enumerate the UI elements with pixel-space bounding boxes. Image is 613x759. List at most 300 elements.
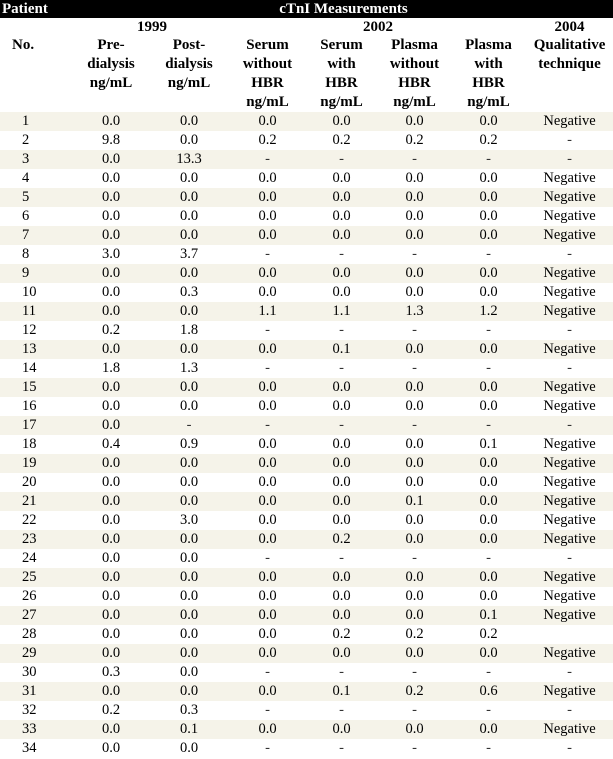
patient-number-cell: 34 [22, 740, 37, 756]
table-cell: 0.4 [101, 436, 121, 452]
table-cell: 1.8 [101, 360, 121, 376]
table-row [0, 112, 613, 131]
table-cell: 0.0 [179, 626, 199, 642]
table-cell: 0.0 [101, 170, 121, 186]
table-cell: Negative [526, 264, 613, 283]
table-row [0, 625, 613, 644]
table-cell: 0.0 [451, 568, 526, 587]
table-cell: 0.0 [479, 208, 498, 224]
table-cell: 0.3 [179, 284, 199, 300]
table-row [0, 359, 613, 378]
table-cell: 0.0 [230, 530, 305, 549]
column-header-line: Serum [320, 37, 363, 53]
table-cell: 0.0 [479, 474, 498, 490]
table-row [0, 549, 613, 568]
table-cell: - [305, 150, 378, 169]
table-cell: 0.0 [405, 170, 424, 186]
table-cell: 0.0 [332, 436, 351, 452]
table-cell: 0.0 [405, 398, 424, 414]
patient-number-cell: 3 [0, 150, 74, 169]
table-cell: - [567, 322, 572, 338]
table-cell: 3.7 [179, 246, 199, 262]
table-cell: 0.0 [179, 170, 199, 186]
table-cell: - [265, 322, 270, 338]
table-cell: - [412, 246, 417, 262]
column-header-line: No. [12, 37, 35, 53]
patient-number-cell: 32 [22, 702, 37, 718]
column-header-line: ng/mL [393, 94, 436, 110]
table-cell: 0.1 [305, 340, 378, 359]
table-cell: - [339, 664, 344, 680]
table-cell: Negative [543, 284, 596, 300]
table-row [0, 169, 613, 188]
table-cell: 3.0 [101, 246, 121, 262]
table-row [0, 454, 613, 473]
patient-number-cell: 23 [0, 530, 74, 549]
table-cell: 0.0 [179, 132, 199, 148]
column-header-line: dialysis [87, 56, 135, 72]
table-cell: 1.8 [179, 322, 199, 338]
table-cell: 0.0 [74, 644, 148, 663]
table-cell: 0.0 [378, 606, 451, 625]
table-cell: 0.0 [148, 226, 230, 245]
table-cell: - [567, 132, 572, 148]
table-cell: 0.0 [148, 606, 230, 625]
patient-number-cell: 19 [0, 454, 74, 473]
table-cell: 0.0 [258, 208, 277, 224]
table-cell: 0.0 [230, 378, 305, 397]
patient-number-cell: 22 [22, 512, 37, 528]
table-cell: - [412, 360, 417, 376]
table-cell: Negative [526, 226, 613, 245]
year-1999: 1999 [137, 19, 167, 35]
table-cell: 0.1 [479, 436, 498, 452]
table-cell: 0.0 [378, 454, 451, 473]
patient-number-cell: 25 [0, 568, 74, 587]
table-row [0, 302, 613, 321]
table-cell: 0.0 [479, 170, 498, 186]
table-cell: 0.0 [332, 398, 351, 414]
table-cell: 0.0 [332, 588, 351, 604]
table-cell: 0.0 [148, 112, 230, 131]
table-cell: 0.0 [305, 720, 378, 739]
patient-number-cell: 14 [22, 360, 37, 376]
patient-number-cell: 20 [22, 474, 37, 490]
column-header-line: Serum [246, 37, 289, 53]
column-header-line: without [389, 56, 440, 72]
table-cell: 0.0 [258, 436, 277, 452]
table-cell: 0.0 [451, 188, 526, 207]
table-row [0, 397, 613, 416]
patient-number-cell: 30 [22, 664, 37, 680]
column-header-line: ng/mL [246, 94, 289, 110]
table-cell: 0.0 [101, 512, 121, 528]
table-row [0, 473, 613, 492]
table-cell: 0.0 [74, 340, 148, 359]
table-cell: 0.6 [451, 682, 526, 701]
table-cell: - [339, 322, 344, 338]
patient-number-cell: 8 [22, 246, 30, 262]
column-header-line: HBR [325, 75, 358, 91]
table-cell: 0.0 [148, 378, 230, 397]
patient-number-cell: 28 [22, 626, 37, 642]
table-row [0, 530, 613, 549]
table-cell: 0.0 [179, 474, 199, 490]
table-row [0, 416, 613, 435]
table-cell: - [567, 664, 572, 680]
column-header-plasma_wo [378, 36, 451, 112]
table-cell: 0.0 [305, 264, 378, 283]
table-cell: 0.0 [74, 188, 148, 207]
table-cell: 0.0 [305, 226, 378, 245]
table-cell: 0.0 [230, 682, 305, 701]
table-cell: Negative [526, 302, 613, 321]
table-cell: 0.2 [479, 626, 498, 642]
table-cell: 0.0 [378, 112, 451, 131]
table-cell: - [265, 664, 270, 680]
table-cell: 0.0 [305, 568, 378, 587]
table-cell: 0.0 [451, 340, 526, 359]
table-cell: - [265, 702, 270, 718]
table-cell: 0.0 [258, 474, 277, 490]
table-cell: 0.0 [258, 626, 277, 642]
table-cell: 0.0 [74, 492, 148, 511]
table-cell: 0.0 [305, 454, 378, 473]
patient-number-cell: 7 [0, 226, 74, 245]
table-cell: 0.0 [258, 170, 277, 186]
table-row [0, 264, 613, 283]
table-cell: - [265, 360, 270, 376]
table-cell: 0.0 [405, 512, 424, 528]
table-cell: 0.0 [405, 284, 424, 300]
table-cell: - [486, 702, 491, 718]
table-cell: 0.0 [148, 454, 230, 473]
column-header-line: ng/mL [89, 75, 133, 91]
table-cell: 0.0 [148, 530, 230, 549]
table-row [0, 720, 613, 739]
table-cell: - [451, 416, 526, 435]
table-cell: - [339, 360, 344, 376]
table-cell: 0.0 [101, 284, 121, 300]
column-header-line: Qualitative [533, 37, 606, 53]
table-cell: - [378, 416, 451, 435]
table-cell: 0.0 [230, 188, 305, 207]
table-cell: Negative [543, 398, 596, 414]
table-cell: 0.0 [378, 720, 451, 739]
table-cell: 0.0 [74, 226, 148, 245]
table-row [0, 283, 613, 302]
table-cell: 0.0 [74, 150, 148, 169]
table-cell: - [148, 416, 230, 435]
patient-number-cell: 10 [22, 284, 37, 300]
table-cell: 0.0 [230, 644, 305, 663]
table-cell: 0.0 [148, 302, 230, 321]
table-cell: - [486, 360, 491, 376]
table-cell: 1.1 [305, 302, 378, 321]
table-cell: 0.0 [179, 740, 199, 756]
table-cell: - [230, 150, 305, 169]
patient-number-cell: 15 [0, 378, 74, 397]
patient-number-cell: 16 [22, 398, 37, 414]
table-cell: 1.3 [179, 360, 199, 376]
table-cell: 0.0 [230, 492, 305, 511]
table-cell: 0.0 [148, 568, 230, 587]
patient-number-cell: 1 [0, 112, 74, 131]
column-header-serum_wo [230, 36, 305, 112]
table-cell: - [412, 740, 417, 756]
table-row [0, 435, 613, 454]
table-cell: 0.0 [405, 474, 424, 490]
table-cell: 0.0 [74, 568, 148, 587]
table-cell: 0.0 [305, 378, 378, 397]
table-cell: 0.2 [101, 322, 121, 338]
patient-label: Patient [0, 0, 74, 18]
column-header-line: ng/mL [167, 75, 211, 91]
table-cell: - [412, 550, 417, 566]
table-row [0, 644, 613, 663]
table-cell: 0.0 [179, 550, 199, 566]
table-cell: - [526, 150, 613, 169]
table-cell: - [378, 150, 451, 169]
table-row [0, 245, 613, 264]
table-cell: 0.0 [378, 644, 451, 663]
patient-number-cell: 17 [0, 416, 74, 435]
table-cell: 1.3 [378, 302, 451, 321]
column-header-line: dialysis [165, 56, 213, 72]
column-header-line: without [242, 56, 293, 72]
patient-number-cell: 11 [0, 302, 74, 321]
table-cell: 0.0 [479, 398, 498, 414]
table-cell: 0.0 [479, 588, 498, 604]
table-cell: 0.0 [451, 378, 526, 397]
table-cell: 0.0 [378, 226, 451, 245]
patient-number-cell: 26 [22, 588, 37, 604]
table-cell: 0.0 [74, 378, 148, 397]
column-header-pre [74, 36, 148, 112]
table-cell: 0.0 [451, 720, 526, 739]
table-row [0, 739, 613, 758]
column-header-post [148, 36, 230, 112]
table-cell: 0.0 [74, 530, 148, 549]
table-cell: - [339, 550, 344, 566]
table-cell: - [486, 550, 491, 566]
table-cell: - [265, 550, 270, 566]
table-cell: 0.0 [378, 340, 451, 359]
table-cell: 0.0 [148, 264, 230, 283]
table-cell: 0.0 [451, 454, 526, 473]
table-cell: 0.0 [148, 492, 230, 511]
table-cell: 1.1 [230, 302, 305, 321]
table-cell: 0.0 [451, 644, 526, 663]
table-cell: 0.0 [179, 664, 199, 680]
column-header-line: Post- [172, 37, 206, 53]
table-cell: Negative [543, 512, 596, 528]
table-cell: 0.0 [378, 264, 451, 283]
table-row [0, 340, 613, 359]
column-header-line: HBR [472, 75, 505, 91]
table-cell: Negative [526, 644, 613, 663]
table-cell: 0.0 [258, 588, 277, 604]
table-cell: 0.0 [74, 112, 148, 131]
table-cell: 0.0 [378, 530, 451, 549]
table-cell: Negative [526, 378, 613, 397]
table-cell: 0.0 [74, 302, 148, 321]
table-cell: 0.0 [230, 226, 305, 245]
table-row [0, 188, 613, 207]
table-cell: - [567, 360, 572, 376]
table-cell: 0.0 [405, 208, 424, 224]
table-cell: 0.0 [148, 644, 230, 663]
patient-number-cell: 29 [0, 644, 74, 663]
table-title: cTnI Measurements [74, 0, 613, 18]
column-header-line: ng/mL [467, 94, 510, 110]
table-cell: - [230, 416, 305, 435]
table-cell: 0.0 [230, 264, 305, 283]
table-cell: Negative [526, 188, 613, 207]
patient-number-cell: 2 [22, 132, 30, 148]
table-row [0, 226, 613, 245]
column-header-line: with [474, 56, 503, 72]
title-band [0, 0, 613, 18]
table-cell: 0.0 [230, 340, 305, 359]
column-header-row [0, 36, 613, 112]
table-cell: 0.2 [479, 132, 498, 148]
table-cell: 1.2 [451, 302, 526, 321]
table-cell: Negative [526, 454, 613, 473]
table-cell: 0.2 [258, 132, 277, 148]
table-cell: - [486, 664, 491, 680]
table-cell: - [412, 664, 417, 680]
column-header-line: technique [538, 56, 601, 72]
table-cell: - [412, 322, 417, 338]
column-header-line: HBR [251, 75, 284, 91]
table-cell: 0.2 [378, 682, 451, 701]
patient-number-cell: 4 [22, 170, 30, 186]
table-cell: Negative [526, 720, 613, 739]
table-cell: 0.0 [101, 550, 121, 566]
patient-number-cell: 6 [22, 208, 30, 224]
table-cell: Negative [543, 436, 596, 452]
table-cell: - [265, 740, 270, 756]
table-cell: - [567, 550, 572, 566]
table-cell: 0.0 [230, 606, 305, 625]
table-cell: - [339, 740, 344, 756]
table-cell: 0.0 [305, 492, 378, 511]
table-row [0, 682, 613, 701]
table-row [0, 207, 613, 226]
table-cell: 0.0 [305, 644, 378, 663]
column-header-line: Plasma [465, 37, 512, 53]
table-cell: 0.0 [101, 398, 121, 414]
column-header-line: ng/mL [320, 94, 363, 110]
table-cell: - [265, 246, 270, 262]
table-cell: 0.0 [74, 416, 148, 435]
table-cell: - [339, 246, 344, 262]
table-cell: 0.0 [230, 454, 305, 473]
patient-number-cell: 13 [0, 340, 74, 359]
patient-number-cell: 9 [0, 264, 74, 283]
table-cell: - [339, 702, 344, 718]
column-header-no [0, 36, 74, 112]
table-row [0, 587, 613, 606]
table-cell: 0.0 [405, 436, 424, 452]
table-cell: Negative [526, 606, 613, 625]
table-cell: 0.0 [451, 492, 526, 511]
table-row [0, 701, 613, 720]
table-cell: - [412, 702, 417, 718]
column-header-line: with [327, 56, 356, 72]
table-cell: 0.0 [230, 720, 305, 739]
table-cell: 0.0 [332, 170, 351, 186]
table-cell: 0.0 [378, 568, 451, 587]
table-cell: 0.0 [378, 378, 451, 397]
table-row [0, 131, 613, 150]
table-cell: - [486, 246, 491, 262]
table-cell: - [526, 416, 613, 435]
patient-number-cell: 33 [0, 720, 74, 739]
table-cell: 0.0 [101, 626, 121, 642]
table-cell: 0.0 [258, 398, 277, 414]
table-cell: 0.3 [101, 664, 121, 680]
column-header-qual [526, 36, 613, 112]
table-cell: 0.2 [405, 626, 424, 642]
year-2004: 2004 [554, 19, 585, 35]
table-cell: 0.0 [451, 226, 526, 245]
table-cell: - [486, 322, 491, 338]
column-header-line: Plasma [391, 37, 438, 53]
table-cell: 0.0 [332, 284, 351, 300]
table-cell: 0.0 [332, 512, 351, 528]
table-cell [526, 625, 613, 644]
table-cell: 0.0 [230, 568, 305, 587]
table-cell: 0.0 [74, 682, 148, 701]
table-cell: 0.0 [74, 264, 148, 283]
patient-number-cell: 27 [0, 606, 74, 625]
table-row [0, 511, 613, 530]
table-cell: 0.0 [405, 588, 424, 604]
table-cell: - [305, 416, 378, 435]
table-row [0, 606, 613, 625]
table-cell: 0.0 [148, 188, 230, 207]
table-cell: 0.0 [258, 512, 277, 528]
table-cell: 0.0 [378, 188, 451, 207]
table-row [0, 150, 613, 169]
table-cell: 0.0 [101, 740, 121, 756]
table-cell: 0.2 [305, 530, 378, 549]
table-cell: 13.3 [148, 150, 230, 169]
table-cell: 0.1 [148, 720, 230, 739]
table-cell: 0.1 [378, 492, 451, 511]
table-cell: Negative [543, 588, 596, 604]
table-cell: 0.0 [451, 112, 526, 131]
table-cell: 0.0 [148, 682, 230, 701]
table-cell: - [567, 740, 572, 756]
table-cell: 0.1 [451, 606, 526, 625]
table-row [0, 321, 613, 340]
table-cell: 0.0 [74, 720, 148, 739]
table-cell: 0.9 [179, 436, 199, 452]
patient-number-cell: 31 [0, 682, 74, 701]
table-cell: 0.3 [179, 702, 199, 718]
table-cell: 0.2 [405, 132, 424, 148]
table-cell: 0.0 [451, 530, 526, 549]
table-cell: 0.2 [101, 702, 121, 718]
table-body [0, 112, 613, 758]
patient-number-cell: 18 [22, 436, 37, 452]
table-cell: Negative [526, 568, 613, 587]
table-cell: 0.0 [179, 588, 199, 604]
table-cell: 0.0 [479, 512, 498, 528]
